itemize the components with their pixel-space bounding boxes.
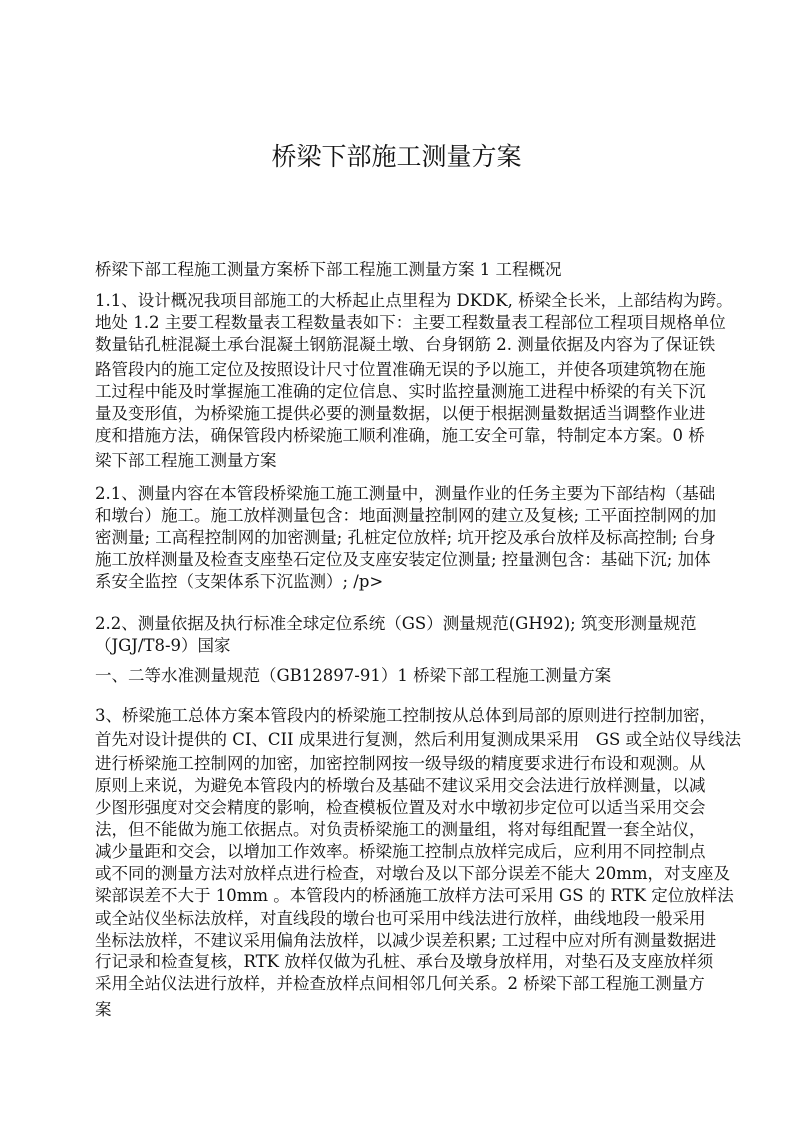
paragraph-line: 首先对设计提供的 CI、CII 成果进行复测，然后利用复测成果采用 GS 或全站仪导线法	[95, 730, 742, 749]
paragraph-line: 量及变形值，为桥梁施工提供必要的测量数据，以便于根据测量数据适当调整作业进	[95, 404, 706, 423]
paragraph-line: 施工放样测量及检查支座垫石定位及支座安装定位测量; 控量测包含：基础下沉; 加体	[95, 550, 711, 569]
paragraph-line: 3、桥梁施工总体方案本管段内的桥梁施工控制按从总体到局部的原则进行控制加密，	[95, 706, 716, 725]
paragraph-line: 行记录和检查复核，RTK 放样仅做为孔桩、承台及墩身放样用，对垫石及支座放样须	[95, 952, 714, 971]
paragraph-line: 和墩台）施工。施工放样测量包含：地面测量控制网的建立及复核; 工平面控制网的加	[95, 506, 717, 525]
paragraph-line: 1.1、设计概况我项目部施工的大桥起止点里程为 DKDK, 桥梁全长米，上部结构为跨。	[95, 291, 733, 310]
paragraph-line: 或全站仪坐标法放样，对直线段的墩台也可采用中线法进行放样，曲线地段一般采用	[95, 909, 706, 928]
paragraph-line: 桥梁下部工程施工测量方案桥下部工程施工测量方案 1 工程概况	[95, 260, 562, 279]
paragraph-line: 少图形强度对交会精度的影响，检查模板位置及对水中墩初步定位可以适当采用交会	[95, 798, 706, 817]
paragraph-line: 梁下部工程施工测量方案	[95, 451, 277, 470]
paragraph-line: （JGJ/T8-9）国家	[95, 636, 231, 655]
paragraph-line: 2.1、测量内容在本管段桥梁施工施工测量中，测量作业的任务主要为下部结构（基础	[95, 484, 716, 503]
paragraph-line: 工过程中能及时掌握施工准确的定位信息、实时监控量测施工进程中桥梁的有关下沉	[95, 382, 706, 401]
paragraph-line: 案	[95, 1000, 112, 1019]
document-title: 桥梁下部施工测量方案	[271, 142, 522, 171]
paragraph-line: 一、二等水准测量规范（GB12897-91）1 桥梁下部工程施工测量方案	[95, 666, 612, 685]
paragraph-line: 进行桥梁施工控制网的加密，加密控制网按一级导级的精度要求进行布设和观测。从	[95, 754, 706, 773]
paragraph-line: 数量钻孔桩混凝土承台混凝土钢筋混凝土墩、台身钢筋 2. 测量依据及内容为了保证铁	[95, 335, 716, 354]
paragraph-line: 采用全站仪法进行放样，并检查放样点间相邻几何关系。2 桥梁下部工程施工测量方	[95, 974, 705, 993]
paragraph-line: 或不同的测量方法对放样点进行检查，对墩台及以下部分误差不能大 20mm，对支座及	[95, 864, 731, 883]
paragraph-line: 度和措施方法，确保管段内桥梁施工顺利准确，施工安全可靠，特制定本方案。0 桥	[95, 426, 705, 445]
paragraph-line: 系安全监控（支架体系下沉监测）; /p>	[95, 572, 384, 591]
paragraph-line: 坐标法放样，不建议采用偏角法放样，以减少误差积累; 工过程中应对所有测量数据进	[95, 931, 717, 950]
paragraph-line: 减少量距和交会，以增加工作效率。桥梁施工控制点放样完成后，应利用不同控制点	[95, 842, 706, 861]
paragraph-line: 路管段内的施工定位及按照设计尺寸位置准确无误的予以施工，并使各项建筑物在施	[95, 360, 706, 379]
paragraph-line: 地处 1.2 主要工程数量表工程数量表如下：主要工程数量表工程部位工程项目规格单位	[95, 313, 726, 332]
paragraph-line: 原则上来说，为避免本管段内的桥墩台及基础不建议采用交会法进行放样测量，以减	[95, 776, 706, 795]
paragraph-line: 法，但不能做为施工依据点。对负责桥梁施工的测量组，将对每组配置一套全站仪，	[95, 820, 706, 839]
paragraph-line: 梁部误差不大于 10mm 。本管段内的桥涵施工放样方法可采用 GS 的 RTK 定位放样法	[95, 886, 734, 905]
paragraph-line: 2.2、测量依据及执行标准全球定位系统（GS）测量规范(GH92); 筑变形测量规范	[95, 614, 697, 633]
paragraph-line: 密测量; 工高程控制网的加密测量; 孔桩定位放样; 坑开挖及承台放样及标高控制; 台身	[95, 528, 716, 547]
